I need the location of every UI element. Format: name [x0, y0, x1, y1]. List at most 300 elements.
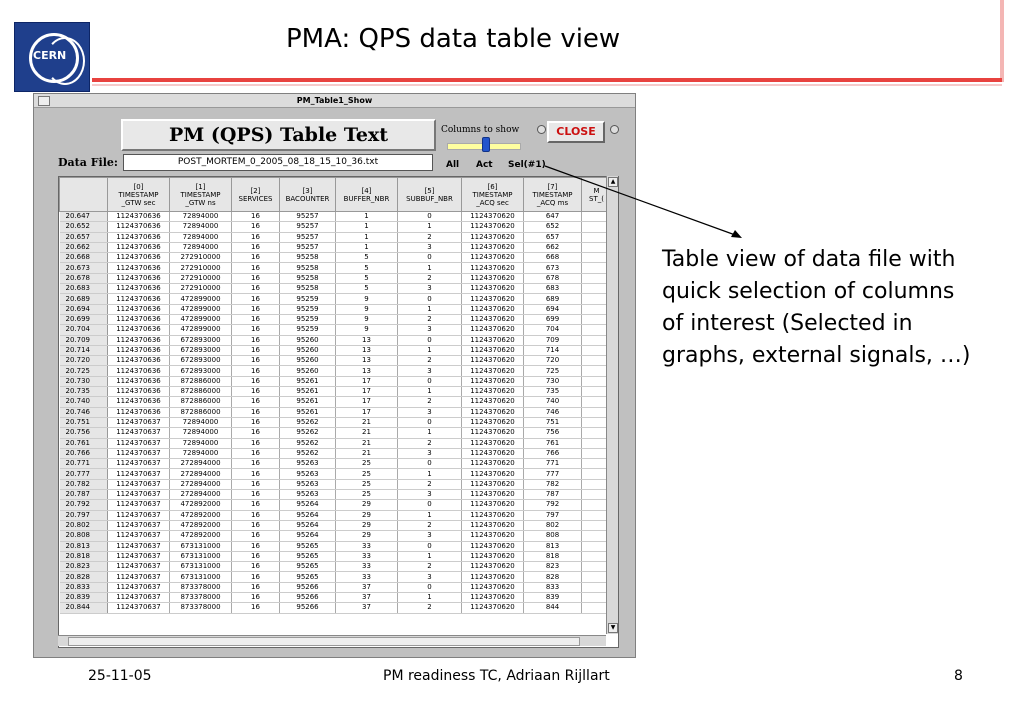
table-cell: 33 — [336, 572, 398, 582]
table-cell: 16 — [232, 376, 280, 386]
table-cell: 833 — [524, 582, 582, 592]
table-cell: 33 — [336, 541, 398, 551]
columns-to-show-label: Columns to show — [441, 125, 520, 135]
table-cell: 720 — [524, 356, 582, 366]
table-cell: 272910000 — [170, 284, 232, 294]
table-cell: 0 — [398, 541, 462, 551]
table-cell: 1124370620 — [462, 479, 524, 489]
table-cell: 1124370620 — [462, 407, 524, 417]
table-cell: 1124370620 — [462, 603, 524, 613]
table-cell: 1124370620 — [462, 284, 524, 294]
table-cell: 16 — [232, 551, 280, 561]
column-header[interactable]: [4] BUFFER_NBR — [336, 178, 398, 212]
table-cell: 1124370620 — [462, 500, 524, 510]
table-cell: 3 — [398, 407, 462, 417]
table-cell: 95264 — [280, 510, 336, 520]
table-cell: 472892000 — [170, 520, 232, 530]
table-cell: 1124370636 — [108, 325, 170, 335]
table-cell: 1124370620 — [462, 510, 524, 520]
table-cell: 818 — [524, 551, 582, 561]
row-label: 20.694 — [60, 304, 108, 314]
table-cell: 1124370620 — [462, 294, 524, 304]
table-cell: 272894000 — [170, 479, 232, 489]
table-cell: 25 — [336, 479, 398, 489]
table-cell: 16 — [232, 448, 280, 458]
row-label: 20.735 — [60, 387, 108, 397]
window-title: PM_Table1_Show — [34, 94, 635, 108]
table-cell: 472899000 — [170, 314, 232, 324]
table-cell: 21 — [336, 438, 398, 448]
table-cell: 72894000 — [170, 242, 232, 252]
table-cell: 472899000 — [170, 325, 232, 335]
table-cell: 1124370620 — [462, 551, 524, 561]
table-cell: 1124370620 — [462, 572, 524, 582]
table-cell: 0 — [398, 459, 462, 469]
row-label: 20.657 — [60, 232, 108, 242]
row-label: 20.761 — [60, 438, 108, 448]
table-cell: 1124370620 — [462, 490, 524, 500]
table-cell: 95262 — [280, 438, 336, 448]
table-cell: 95257 — [280, 242, 336, 252]
table-cell: 1124370637 — [108, 562, 170, 572]
slide-title: PMA: QPS data table view — [286, 24, 621, 54]
table-cell: 1124370637 — [108, 531, 170, 541]
table-cell: 1124370620 — [462, 242, 524, 252]
table-cell: 95259 — [280, 294, 336, 304]
table-cell: 16 — [232, 407, 280, 417]
table-cell: 699 — [524, 314, 582, 324]
table-cell: 272910000 — [170, 263, 232, 273]
row-label: 20.720 — [60, 356, 108, 366]
table-cell: 16 — [232, 510, 280, 520]
table-cell: 17 — [336, 397, 398, 407]
option-all[interactable]: All — [446, 160, 460, 170]
table-cell: 16 — [232, 356, 280, 366]
annotation-text: Table view of data file with quick selection of columns of interest (Selected in graphs, external signals, …) — [662, 247, 971, 368]
table-cell: 1124370637 — [108, 592, 170, 602]
row-label: 20.668 — [60, 253, 108, 263]
table-cell: 782 — [524, 479, 582, 489]
row-label: 20.818 — [60, 551, 108, 561]
table-cell: 2 — [398, 520, 462, 530]
row-label: 20.714 — [60, 345, 108, 355]
table-cell: 5 — [336, 263, 398, 273]
row-label: 20.678 — [60, 273, 108, 283]
table-cell: 0 — [398, 582, 462, 592]
table-cell: 95259 — [280, 314, 336, 324]
table-cell: 1124370636 — [108, 345, 170, 355]
table-cell: 17 — [336, 376, 398, 386]
column-header[interactable]: [1] TIMESTAMP _GTW ns — [170, 178, 232, 212]
table-cell: 33 — [336, 551, 398, 561]
table-cell: 1124370636 — [108, 242, 170, 252]
row-label: 20.662 — [60, 242, 108, 252]
table-cell: 873378000 — [170, 582, 232, 592]
table-cell: 1124370637 — [108, 551, 170, 561]
row-label: 20.828 — [60, 572, 108, 582]
table-cell: 21 — [336, 448, 398, 458]
table-cell: 1124370620 — [462, 273, 524, 283]
table-cell: 95265 — [280, 572, 336, 582]
table-cell: 1124370636 — [108, 294, 170, 304]
table-cell: 1124370637 — [108, 510, 170, 520]
table-cell: 652 — [524, 222, 582, 232]
table-cell: 1124370620 — [462, 304, 524, 314]
row-label: 20.725 — [60, 366, 108, 376]
row-label: 20.844 — [60, 603, 108, 613]
table-cell: 16 — [232, 531, 280, 541]
table-cell: 9 — [336, 314, 398, 324]
table-cell: 1124370620 — [462, 325, 524, 335]
column-header[interactable]: [3] BACOUNTER — [280, 178, 336, 212]
table-cell: 272894000 — [170, 459, 232, 469]
table-cell: 472892000 — [170, 510, 232, 520]
table-cell: 1124370636 — [108, 314, 170, 324]
table-cell: 13 — [336, 366, 398, 376]
table-cell: 16 — [232, 242, 280, 252]
table-cell: 1124370620 — [462, 314, 524, 324]
table-cell: 95260 — [280, 345, 336, 355]
column-header[interactable]: M ST_( — [582, 178, 612, 212]
option-act[interactable]: Act — [476, 160, 493, 170]
table-cell: 1124370637 — [108, 469, 170, 479]
table-cell: 761 — [524, 438, 582, 448]
table-cell: 3 — [398, 325, 462, 335]
table-cell: 16 — [232, 438, 280, 448]
table-cell: 808 — [524, 531, 582, 541]
table-cell: 797 — [524, 510, 582, 520]
close-button[interactable]: CLOSE — [547, 121, 605, 143]
table-cell: 1124370636 — [108, 232, 170, 242]
table-cell: 1124370636 — [108, 335, 170, 345]
table-cell: 72894000 — [170, 448, 232, 458]
table-cell: 1124370620 — [462, 222, 524, 232]
table-cell: 95264 — [280, 531, 336, 541]
table-cell: 16 — [232, 417, 280, 427]
column-header[interactable]: [6] TIMESTAMP _ACQ sec — [462, 178, 524, 212]
table-cell: 25 — [336, 459, 398, 469]
table-cell: 1124370620 — [462, 335, 524, 345]
table-cell: 1 — [398, 428, 462, 438]
table-cell: 839 — [524, 592, 582, 602]
table-cell: 16 — [232, 428, 280, 438]
table-cell: 1124370620 — [462, 345, 524, 355]
table-cell: 1124370637 — [108, 448, 170, 458]
table-cell: 1124370620 — [462, 531, 524, 541]
table-cell: 272910000 — [170, 273, 232, 283]
table-cell: 740 — [524, 397, 582, 407]
table-cell: 1 — [398, 222, 462, 232]
table-cell: 95259 — [280, 325, 336, 335]
table-cell: 647 — [524, 212, 582, 222]
table-cell: 16 — [232, 335, 280, 345]
table-cell: 2 — [398, 273, 462, 283]
table-cell: 872886000 — [170, 397, 232, 407]
table-cell: 17 — [336, 407, 398, 417]
row-label: 20.787 — [60, 490, 108, 500]
scroll-down-icon[interactable]: ▼ — [608, 623, 618, 633]
row-label: 20.673 — [60, 263, 108, 273]
table-cell: 689 — [524, 294, 582, 304]
table-cell: 72894000 — [170, 428, 232, 438]
table-cell: 1124370620 — [462, 387, 524, 397]
table-cell: 1124370636 — [108, 273, 170, 283]
table-cell: 16 — [232, 304, 280, 314]
table-cell: 1124370637 — [108, 490, 170, 500]
table-cell: 1124370636 — [108, 407, 170, 417]
table-cell: 0 — [398, 335, 462, 345]
table-cell: 823 — [524, 562, 582, 572]
table-cell: 95265 — [280, 562, 336, 572]
table-cell: 72894000 — [170, 212, 232, 222]
table-cell: 873378000 — [170, 603, 232, 613]
row-label: 20.652 — [60, 222, 108, 232]
option-sel[interactable]: Sel(#1) — [508, 160, 546, 170]
table-cell: 13 — [336, 335, 398, 345]
table-cell: 3 — [398, 448, 462, 458]
table-cell: 730 — [524, 376, 582, 386]
page-number: 8 — [954, 668, 963, 684]
table-cell: 662 — [524, 242, 582, 252]
table-cell: 95262 — [280, 448, 336, 458]
table-cell: 95263 — [280, 459, 336, 469]
table-cell: 673131000 — [170, 562, 232, 572]
table-cell: 1124370637 — [108, 479, 170, 489]
table-cell: 9 — [336, 294, 398, 304]
table-cell: 1124370620 — [462, 417, 524, 427]
row-label: 20.730 — [60, 376, 108, 386]
table-cell: 0 — [398, 376, 462, 386]
column-header[interactable]: [2] SERVICES — [232, 178, 280, 212]
table-cell: 1 — [398, 304, 462, 314]
table-cell: 704 — [524, 325, 582, 335]
table-cell: 751 — [524, 417, 582, 427]
table-cell: 95261 — [280, 397, 336, 407]
table-cell: 95263 — [280, 490, 336, 500]
table-cell: 1124370637 — [108, 541, 170, 551]
table-cell: 472892000 — [170, 531, 232, 541]
row-label: 20.689 — [60, 294, 108, 304]
table-cell: 95261 — [280, 387, 336, 397]
table-cell: 72894000 — [170, 438, 232, 448]
table-cell: 1 — [398, 345, 462, 355]
table-cell: 756 — [524, 428, 582, 438]
footer-date: 25-11-05 — [88, 668, 152, 684]
table-cell: 766 — [524, 448, 582, 458]
row-label: 20.751 — [60, 417, 108, 427]
table-cell: 1124370620 — [462, 562, 524, 572]
table-cell: 5 — [336, 273, 398, 283]
table-cell: 16 — [232, 500, 280, 510]
table-cell: 16 — [232, 314, 280, 324]
table-cell: 1124370636 — [108, 284, 170, 294]
table-cell: 37 — [336, 592, 398, 602]
table-cell: 95261 — [280, 376, 336, 386]
table-cell: 21 — [336, 417, 398, 427]
table-cell: 0 — [398, 294, 462, 304]
table-cell: 16 — [232, 263, 280, 273]
table-cell: 1124370620 — [462, 448, 524, 458]
table-cell: 16 — [232, 366, 280, 376]
table-cell: 72894000 — [170, 417, 232, 427]
table-cell: 33 — [336, 562, 398, 572]
table-cell: 95261 — [280, 407, 336, 417]
table-cell: 72894000 — [170, 222, 232, 232]
table-cell: 1124370620 — [462, 263, 524, 273]
table-cell: 95266 — [280, 603, 336, 613]
table-cell: 95263 — [280, 469, 336, 479]
table-cell: 1124370636 — [108, 253, 170, 263]
row-label: 20.740 — [60, 397, 108, 407]
table-cell: 95265 — [280, 541, 336, 551]
table-cell: 872886000 — [170, 387, 232, 397]
table-cell: 2 — [398, 356, 462, 366]
table-cell: 37 — [336, 603, 398, 613]
table-cell: 1124370636 — [108, 304, 170, 314]
table-cell: 0 — [398, 500, 462, 510]
scroll-up-icon[interactable]: ▲ — [608, 177, 618, 187]
table-cell: 802 — [524, 520, 582, 530]
table-cell: 1 — [398, 510, 462, 520]
table-cell: 1124370636 — [108, 222, 170, 232]
row-label: 20.699 — [60, 314, 108, 324]
row-label: 20.839 — [60, 592, 108, 602]
table-cell: 673131000 — [170, 551, 232, 561]
table-cell: 1124370620 — [462, 541, 524, 551]
table-cell: 1124370636 — [108, 397, 170, 407]
row-label: 20.766 — [60, 448, 108, 458]
table-cell: 25 — [336, 490, 398, 500]
table-cell: 1124370636 — [108, 356, 170, 366]
table-cell: 5 — [336, 253, 398, 263]
table-cell: 472892000 — [170, 500, 232, 510]
column-header[interactable]: [7] TIMESTAMP _ACQ ms — [524, 178, 582, 212]
table-cell: 709 — [524, 335, 582, 345]
table-cell: 735 — [524, 387, 582, 397]
table-cell: 16 — [232, 212, 280, 222]
table-cell: 29 — [336, 500, 398, 510]
table-cell: 16 — [232, 325, 280, 335]
table-cell: 472899000 — [170, 294, 232, 304]
table-cell: 672893000 — [170, 366, 232, 376]
row-label: 20.683 — [60, 284, 108, 294]
footer-presenter: PM readiness TC, Adriaan Rijllart — [383, 668, 610, 684]
table-cell: 272894000 — [170, 469, 232, 479]
table-cell: 95259 — [280, 304, 336, 314]
table-cell: 95266 — [280, 582, 336, 592]
row-label: 20.746 — [60, 407, 108, 417]
table-cell: 725 — [524, 366, 582, 376]
table-cell: 672893000 — [170, 345, 232, 355]
table-cell: 1124370636 — [108, 212, 170, 222]
row-label: 20.704 — [60, 325, 108, 335]
table-cell: 672893000 — [170, 356, 232, 366]
table-cell: 1124370620 — [462, 253, 524, 263]
table-cell: 1124370620 — [462, 232, 524, 242]
table-cell: 1124370620 — [462, 592, 524, 602]
table-cell: 0 — [398, 417, 462, 427]
table-cell: 272910000 — [170, 253, 232, 263]
table-cell: 9 — [336, 304, 398, 314]
table-cell: 272894000 — [170, 490, 232, 500]
table-cell: 95260 — [280, 366, 336, 376]
table-cell: 1124370637 — [108, 603, 170, 613]
table-cell: 1124370620 — [462, 397, 524, 407]
table-cell: 1124370620 — [462, 212, 524, 222]
table-cell: 95264 — [280, 520, 336, 530]
table-cell: 72894000 — [170, 232, 232, 242]
table-cell: 95257 — [280, 212, 336, 222]
row-label: 20.797 — [60, 510, 108, 520]
table-cell: 95257 — [280, 222, 336, 232]
table-cell: 95262 — [280, 417, 336, 427]
row-label: 20.756 — [60, 428, 108, 438]
table-cell: 714 — [524, 345, 582, 355]
table-cell: 25 — [336, 469, 398, 479]
column-header[interactable]: [5] SUBBUF_NBR — [398, 178, 462, 212]
table-cell: 813 — [524, 541, 582, 551]
table-cell: 16 — [232, 232, 280, 242]
column-header[interactable]: [0] TIMESTAMP _GTW sec — [108, 178, 170, 212]
table-cell: 95266 — [280, 592, 336, 602]
table-cell: 16 — [232, 592, 280, 602]
row-label: 20.709 — [60, 335, 108, 345]
table-cell: 1 — [398, 263, 462, 273]
table-cell: 1124370637 — [108, 428, 170, 438]
row-label: 20.823 — [60, 562, 108, 572]
table-cell: 1 — [398, 469, 462, 479]
table-cell: 1124370636 — [108, 387, 170, 397]
row-label: 20.792 — [60, 500, 108, 510]
row-label: 20.813 — [60, 541, 108, 551]
table-cell: 16 — [232, 459, 280, 469]
table-cell: 16 — [232, 387, 280, 397]
table-cell: 95262 — [280, 428, 336, 438]
table-cell: 16 — [232, 294, 280, 304]
table-cell: 95258 — [280, 253, 336, 263]
table-cell: 872886000 — [170, 376, 232, 386]
table-cell: 3 — [398, 572, 462, 582]
table-cell: 1124370637 — [108, 582, 170, 592]
table-cell: 1124370637 — [108, 459, 170, 469]
table-cell: 17 — [336, 387, 398, 397]
table-cell: 13 — [336, 345, 398, 355]
table-cell: 29 — [336, 510, 398, 520]
table-cell: 29 — [336, 531, 398, 541]
table-cell: 771 — [524, 459, 582, 469]
table-cell: 16 — [232, 397, 280, 407]
table-cell: 1 — [336, 232, 398, 242]
data-file-field[interactable]: POST_MORTEM_0_2005_08_18_15_10_36.txt — [123, 154, 433, 171]
table-cell: 16 — [232, 273, 280, 283]
row-label: 20.777 — [60, 469, 108, 479]
table-cell: 21 — [336, 428, 398, 438]
table-cell: 792 — [524, 500, 582, 510]
table-cell: 3 — [398, 366, 462, 376]
row-label: 20.802 — [60, 520, 108, 530]
table-cell: 683 — [524, 284, 582, 294]
table-cell: 5 — [336, 284, 398, 294]
table-cell: 16 — [232, 479, 280, 489]
table-cell: 9 — [336, 325, 398, 335]
table-cell: 1124370637 — [108, 417, 170, 427]
table-cell: 2 — [398, 397, 462, 407]
table-cell: 13 — [336, 356, 398, 366]
table-cell: 3 — [398, 531, 462, 541]
table-cell: 678 — [524, 273, 582, 283]
row-label: 20.808 — [60, 531, 108, 541]
table-cell: 16 — [232, 603, 280, 613]
